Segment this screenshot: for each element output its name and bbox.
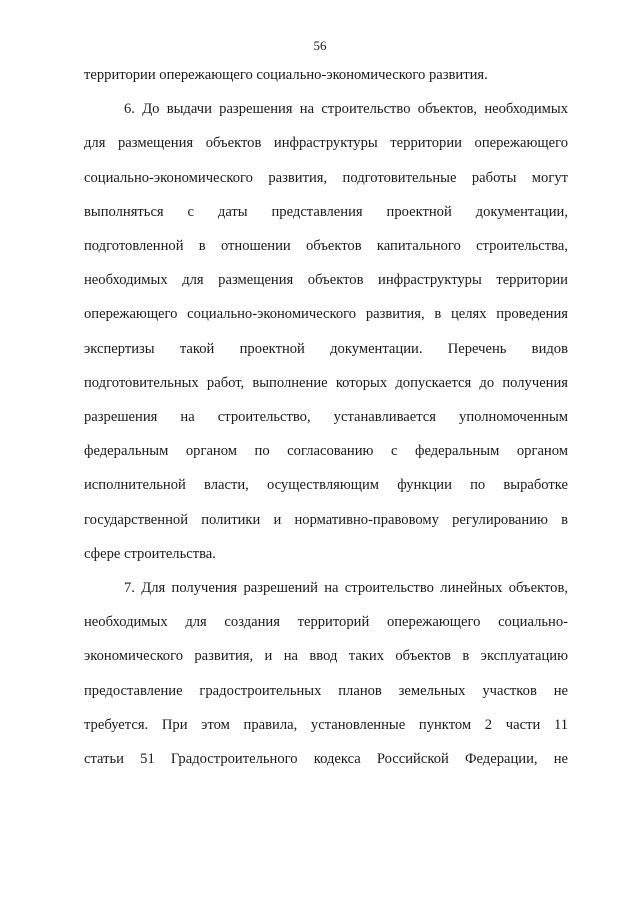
- text-line: федеральным органом по согласованию с федеральным органом: [84, 443, 568, 460]
- text-line: экономического развития, и на ввод таких объектов в эксплуатацию: [84, 648, 568, 665]
- text-line: сфере строительства.: [84, 545, 216, 562]
- text-line: подготовительных работ, выполнение которых допускается до получения: [84, 374, 568, 391]
- text-line: государственной политики и нормативно-правовому регулированию в: [84, 511, 568, 528]
- page-number: 56: [313, 38, 327, 53]
- text-line: выполняться с даты представления проектной документации,: [84, 203, 568, 220]
- text-line: разрешения на строительство, устанавливается уполномоченным: [84, 409, 568, 425]
- text-line: необходимых для создания территорий опережающего социально-: [84, 614, 568, 631]
- text-line: необходимых для размещения объектов инфраструктуры территории: [84, 272, 568, 289]
- text-line: 7. Для получения разрешений на строительство линейных объектов,: [124, 580, 568, 596]
- text-line: исполнительной власти, осуществляющим функции по выработке: [84, 477, 568, 494]
- text-line: опережающего социально-экономического развития, в целях проведения: [84, 306, 568, 323]
- text-line: предоставление градостроительных планов земельных участков не: [84, 682, 568, 699]
- text-line: экспертизы такой проектной документации. Перечень видов: [84, 340, 568, 357]
- text-line: территории опережающего социально-экономического развития.: [84, 67, 488, 83]
- text-line: 6. До выдачи разрешения на строительство объектов, необходимых: [124, 101, 568, 118]
- text-line: для размещения объектов инфраструктуры территории опережающего: [84, 135, 568, 152]
- text-line: подготовленной в отношении объектов капитального строительства,: [84, 238, 568, 254]
- text-line: социально-экономического развития, подготовительные работы могут: [84, 169, 568, 186]
- text-line: требуется. При этом правила, установленные пунктом 2 части 11: [84, 716, 568, 733]
- text-line: статьи 51 Градостроительного кодекса Российской Федерации, не: [84, 751, 568, 767]
